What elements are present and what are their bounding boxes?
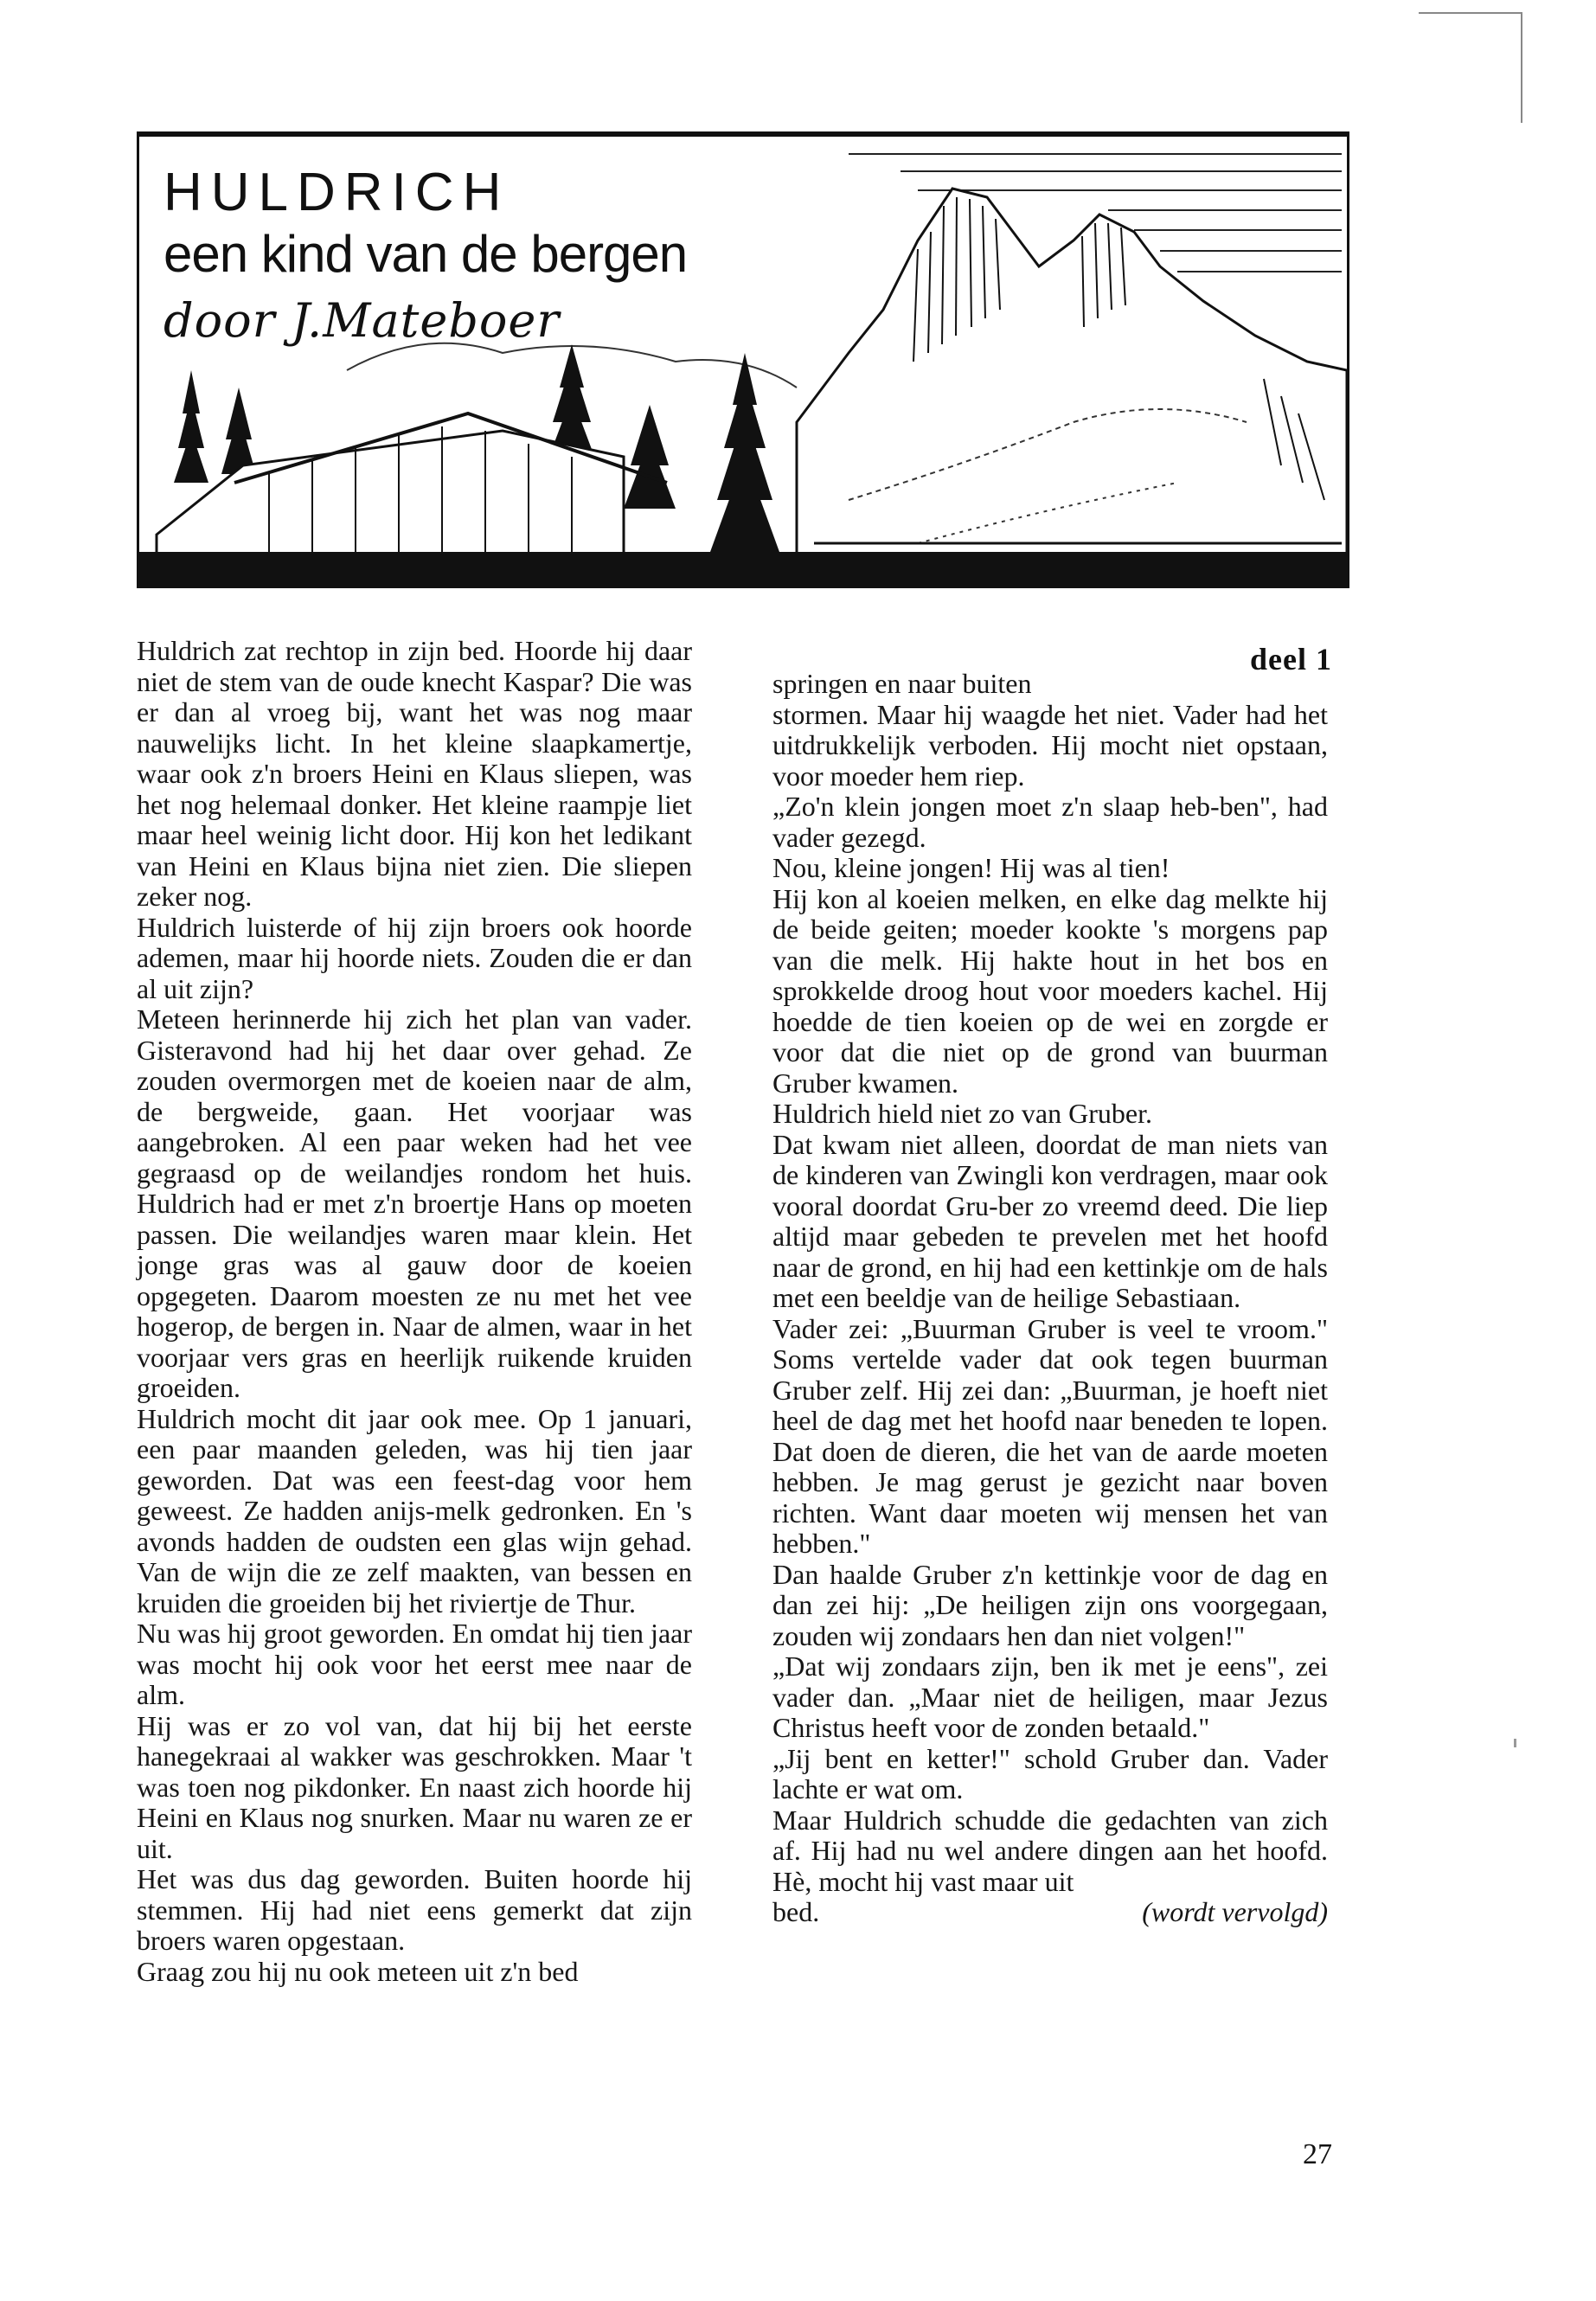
crop-mark-top	[1419, 12, 1521, 14]
paragraph: Het was dus dag geworden. Buiten hoorde hij stemmen. Hij had niet eens gemerkt dat zijn broers waren opgestaan.	[137, 1863, 692, 1956]
paragraph: Maar Huldrich schudde die gedachten van zich af. Hij had nu wel andere dingen aan het hoofd. Hè, mocht hij vast maar uit	[772, 1804, 1328, 1897]
page-number: 27	[1303, 2138, 1332, 2170]
paragraph: Huldrich luisterde of hij zijn broers ook hoorde ademen, maar hij hoorde niets. Zouden die er dan al uit zijn?	[137, 911, 692, 1004]
scan-mark	[1514, 1739, 1516, 1747]
paragraph: Nu was hij groot geworden. En omdat hij tien jaar was mocht hij ook voor het eerst mee naar de alm.	[137, 1618, 692, 1710]
story-author: door J.Mateboer	[163, 293, 561, 348]
story-title: HULDRICH	[163, 163, 510, 222]
paragraph: „Zo'n klein jongen moet z'n slaap heb-ben", had vader gezegd.	[772, 791, 1328, 853]
paragraph: Meteen herinnerde hij zich het plan van vader. Gisteravond had hij het daar over gehad. Ze zouden overmorgen met de koeien naar de alm, de bergweide, gaan. Het voorjaar was aangebroken. Al een paar weken had het vee gegraasd op de weilandjes rondom het huis. Huldrich had er met z'n broertje Hans op moeten passen. Die weilandjes waren maar klein. Het jonge gras was al gauw door de koeien opgegeten. Daarom moesten ze nu met het vee hogerop, de bergen in. Naar de almen, waar in het voorjaar vers gras en heerlijk ruikende kruiden groeiden.	[137, 1003, 692, 1403]
paragraph: Graag zou hij nu ook meteen uit z'n bed	[137, 1955, 579, 1987]
paragraph: „Jij bent en ketter!" schold Gruber dan. Vader lachte er wat om.	[772, 1742, 1328, 1804]
paragraph: Vader zei: „Buurman Gruber is veel te vroom." Soms vertelde vader dat ook tegen buurman Gruber zelf. Hij zei dan: „Buurman, je hoeft niet heel de dag met het hoofd naar beneden te lopen. Dat doen de dieren, die het van de aarde moeten hebben. Je mag gerust je gezicht naar boven richten. Want daar moeten wij mensen het van hebben."	[772, 1312, 1328, 1559]
header-illustration	[137, 131, 1349, 588]
paragraph: Huldrich zat rechtop in zijn bed. Hoorde hij daar niet de stem van de oude knecht Kaspar? Die was er dan al vroeg bij, want het was nog maar nauwelijks licht. In het kleine slaapkamertje, waar ook z'n broers Heini en Klaus sliepen, was het nog helemaal donker. Het kleine raampje liet maar heel weinig licht door. Hij kon het ledikant van Heini en Klaus bijna niet zien. Die sliepen zeker nog.	[137, 635, 692, 912]
story-subtitle: een kind van de bergen	[163, 225, 688, 283]
paragraph: Nou, kleine jongen! Hij was al tien!	[772, 852, 1170, 883]
crop-mark-right	[1521, 12, 1522, 123]
paragraph: springen en naar buiten	[772, 668, 1032, 699]
paragraph: Dan haalde Gruber z'n kettinkje voor de dag en dan zei hij: „De heiligen zijn ons voorgegaan, zouden wij zondaars hen dan niet volgen!"	[772, 1558, 1328, 1651]
paragraph: Huldrich hield niet zo van Gruber.	[772, 1098, 1152, 1129]
paragraph: stormen. Maar hij waagde het niet. Vader had het uitdrukkelijk verboden. Hij mocht niet opstaan, voor moeder hem riep.	[772, 698, 1328, 792]
left-text-column	[137, 636, 692, 1987]
title-block	[163, 163, 688, 348]
paragraph: Dat kwam niet alleen, doordat de man niets van de kinderen van Zwingli kon verdragen, maar ook vooral doordat Gru-ber zo vreemd deed. Die liep altijd maar gebeden te prevelen met het hoofd naar de grond, en hij had een kettinkje om de hals met een beeldje van de heilige Sebastiaan.	[772, 1128, 1328, 1313]
part-label: deel 1	[1250, 642, 1332, 676]
paragraph: Hij kon al koeien melken, en elke dag melkte hij de beide geiten; moeder kookte 's morgens pap van die melk. Hij hakte hout in het bos en sprokkelde droog hout voor moeders kachel. Hij hoedde de tien koeien op de wei en zorgde er voor dat die niet op de grond van buurman Gruber kwamen.	[772, 882, 1328, 1099]
paragraph: Hij was er zo vol van, dat hij bij het eerste hanegekraai al wakker was geschrokken. Maar 't was toen nog pikdonker. En naast zich hoorde hij Heini en Klaus nog snurken. Maar nu waren ze er uit.	[137, 1709, 692, 1864]
right-text-column	[772, 669, 1328, 1928]
paragraph: Huldrich mocht dit jaar ook mee. Op 1 januari, een paar maanden geleden, was hij tien jaar geworden. Dat was een feest-dag voor hem geweest. Ze hadden anijs-melk gedronken. En 's avonds hadden de oudsten een glas wijn gehad. Van de wijn die ze zelf maakten, van bessen en kruiden die groeiden bij het riviertje de Thur.	[137, 1402, 692, 1618]
closing-word: bed.	[772, 1896, 820, 1927]
closing-line	[772, 1897, 1328, 1928]
continued-note: (wordt vervolgd)	[1142, 1896, 1328, 1927]
paragraph: „Dat wij zondaars zijn, ben ik met je eens", zei vader dan. „Maar niet de heiligen, maar Jezus Christus heeft voor de zonden betaald."	[772, 1650, 1328, 1743]
